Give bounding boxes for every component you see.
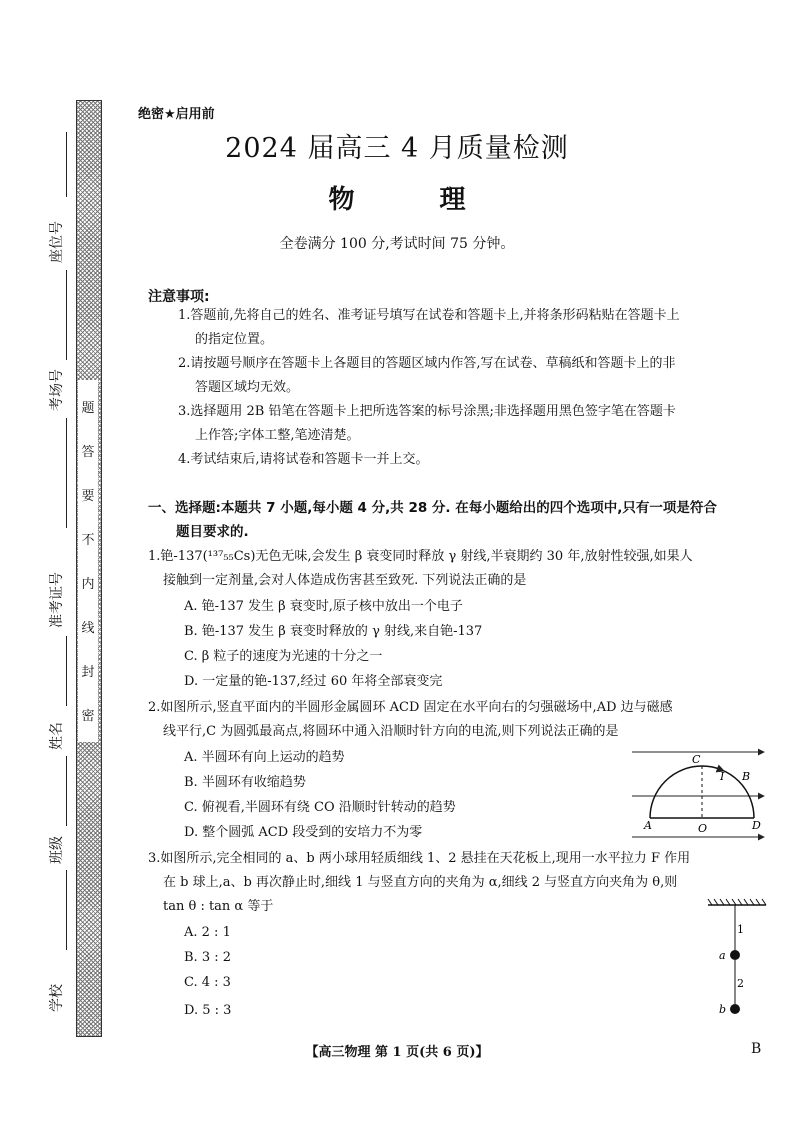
note-line: 上作答;字体工整,笔迹清楚。: [195, 428, 360, 443]
strip-char: 线: [79, 620, 97, 638]
label-line2: 2: [737, 977, 744, 990]
page-footer: 【高三物理 第 1 页(共 6 页)】: [305, 1045, 489, 1060]
blank-line: [66, 756, 67, 826]
q1-option-c: C. β 粒子的速度为光速的十分之一: [184, 649, 383, 664]
q3-option-c: C. 4 : 3: [184, 975, 231, 990]
q2-option-c: C. 俯视看,半圆环有绕 CO 沿顺时针转动的趋势: [184, 800, 456, 815]
label-a: a: [719, 949, 726, 962]
q2-stem-cont: 线平行,C 为圆弧最高点,将圆环中通入沿顺时针方向的电流,则下列说法正确的是: [163, 724, 619, 739]
section-heading-cont: 题目要求的.: [176, 524, 249, 540]
strip-text-band: [78, 380, 98, 742]
q3-option-d: D. 5 : 3: [184, 1003, 232, 1018]
blank-line: [66, 870, 67, 950]
side-label-school: 学校: [49, 984, 65, 1012]
label-line1: 1: [737, 923, 744, 936]
q3-option-a: A. 2 : 1: [184, 925, 231, 940]
q1-option-a: A. 铯-137 发生 β 衰变时,原子核中放出一个电子: [184, 599, 463, 614]
note-line: 4.考试结束后,请将试卷和答题卡一并上交。: [178, 452, 429, 467]
q1-option-b: B. 铯-137 发生 β 衰变时释放的 γ 射线,来自铯-137: [184, 624, 483, 639]
label-b: B: [742, 770, 751, 783]
side-label-seat: 座位号: [49, 221, 65, 263]
notes-title: 注意事项:: [148, 289, 210, 305]
side-label-exam-number: 准考证号: [49, 572, 65, 628]
note-line: 答题区域均无效。: [195, 380, 300, 395]
strip-char: 题: [79, 400, 97, 418]
strip-char: 不: [79, 532, 97, 550]
strip-char: 答: [79, 444, 97, 462]
secret-mark: 绝密★启用前: [138, 107, 215, 122]
label-o: O: [698, 822, 708, 835]
q1-stem: 1.铯-137(¹³⁷₅₅Cs)无色无味,会发生 β 衰变同时释放 γ 射线,半衰期约 30 年,放射性较强,如果人: [148, 549, 693, 564]
subject-title: 物 理: [328, 185, 504, 215]
note-line: 3.选择题用 2B 铅笔在答题卡上把所选答案的标号涂黑;非选择题用黑色签字笔在答题卡: [178, 404, 676, 419]
note-line: 1.答题前,先将自己的姓名、准考证号填写在试卷和答题卡上,并将条形码粘贴在答题卡上: [178, 308, 680, 323]
section-heading: 一、选择题:本题共 7 小题,每小题 4 分,共 28 分. 在每小题给出的四个选项中,只有一项是符合: [148, 500, 717, 516]
q1-stem-cont: 接触到一定剂量,会对人体造成伤害甚至致死. 下列说法正确的是: [163, 573, 527, 588]
paper-version: B: [751, 1041, 762, 1057]
q3-option-b: B. 3 : 2: [184, 950, 232, 965]
score-time-note: 全卷满分 100 分,考试时间 75 分钟。: [279, 236, 515, 252]
strip-char: 封: [79, 664, 97, 682]
q2-option-b: B. 半圆环有收缩趋势: [184, 775, 306, 790]
strip-char: 密: [79, 708, 97, 726]
ball-b: [730, 1004, 740, 1014]
q2-stem: 2.如图所示,竖直平面内的半圆形金属圆环 ACD 固定在水平向右的匀强磁场中,AD 边与磁感: [148, 700, 673, 715]
q3-stem-cont: tan θ : tan α 等于: [163, 899, 274, 914]
q3-stem: 3.如图所示,完全相同的 a、b 两小球用轻质细线 1、2 悬挂在天花板上,现用一水平拉力 F 作用: [148, 851, 691, 866]
q3-figure: [700, 895, 770, 1025]
label-d: D: [752, 819, 761, 832]
label-b: b: [719, 1003, 727, 1016]
strip-char: 要: [79, 488, 97, 506]
q2-figure: [628, 738, 768, 844]
label-a: A: [644, 819, 652, 832]
q2-option-a: A. 半圆环有向上运动的趋势: [184, 750, 345, 765]
blank-line: [66, 636, 67, 706]
note-line: 2.请按题号顺序在答题卡上各题目的答题区域内作答,写在试卷、草稿纸和答题卡上的非: [178, 356, 676, 371]
label-i: I: [720, 770, 725, 783]
blank-line: [66, 418, 67, 528]
q1-option-d: D. 一定量的铯-137,经过 60 年将全部衰变完: [184, 674, 443, 689]
blank-line: [66, 270, 67, 360]
strip-char: 内: [79, 576, 97, 594]
ball-a: [730, 950, 740, 960]
note-line: 的指定位置。: [195, 332, 274, 347]
q3-stem-cont: 在 b 球上,a、b 再次静止时,细线 1 与竖直方向的夹角为 α,细线 2 与竖直方向夹角为 θ,则: [163, 875, 678, 890]
side-label-room: 考场号: [49, 369, 65, 411]
label-c: C: [692, 753, 701, 766]
q2-option-d: D. 整个圆弧 ACD 段受到的安培力不为零: [184, 825, 423, 840]
side-label-class: 班级: [49, 836, 65, 864]
side-label-name: 姓名: [49, 722, 65, 750]
exam-title: 2024 届高三 4 月质量检测: [225, 133, 569, 164]
